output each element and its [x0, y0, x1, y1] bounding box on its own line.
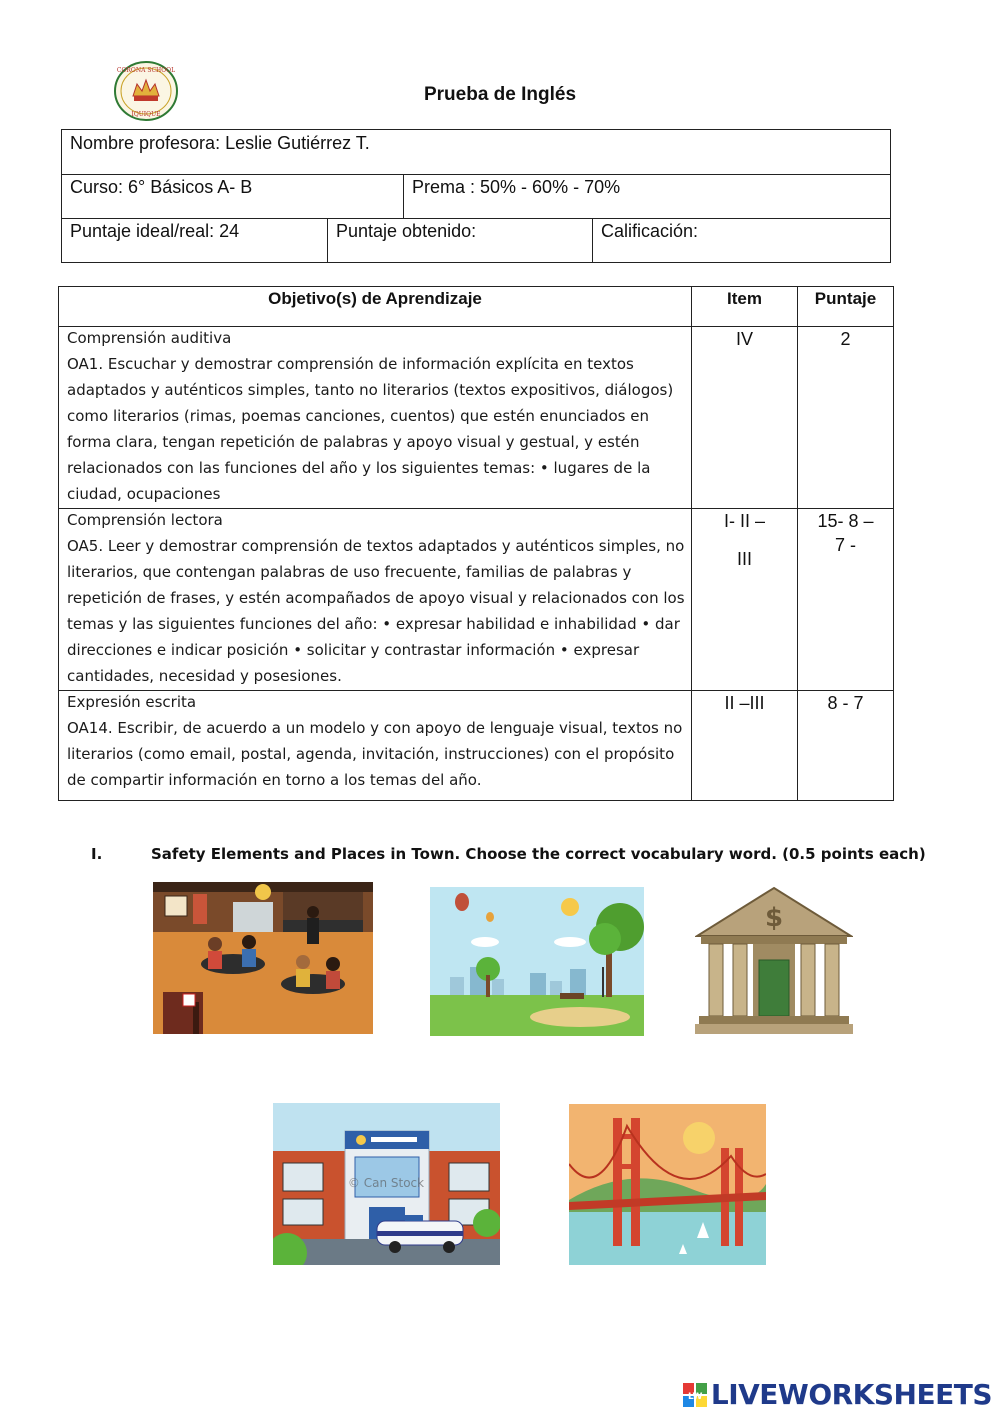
liveworksheets-logo-icon — [683, 1383, 707, 1407]
police-station-picture — [273, 1103, 500, 1265]
score-value: 2 — [840, 329, 851, 349]
objective-row-listening — [67, 325, 687, 507]
logo-text-top: CORONA SCHOOL — [116, 67, 176, 74]
info-table — [61, 129, 891, 263]
teacher-name: Nombre profesora: Leslie Gutiérrez T. — [70, 133, 370, 153]
park-picture — [430, 887, 644, 1036]
objective-text: OA1. Escuchar y demostrar comprensión de información explícita en textos adaptados y auténticos simples, tanto no literarios (textos expositivos, diálogos) como literarios (rimas, poemas canciones, cuentos) que estén enunciados en forma clara, tengan repetición de palabras y apoyo visual y gestual, y estén relacionados con las funciones del año y los siguientes temas: • lugares de la ciudad, ocupaciones — [67, 355, 674, 503]
item-value — [692, 509, 797, 571]
obtained-score: Puntaje obtenido: — [336, 221, 477, 241]
score-value-line: 15- 8 – — [817, 511, 874, 531]
objective-heading: Expresión escrita — [67, 693, 197, 711]
item-value: II –III — [724, 693, 765, 713]
logo-text-bottom: IQUIQUE — [131, 111, 161, 118]
score-value: 8 - 7 — [827, 693, 864, 713]
header-score: Puntaje — [814, 289, 877, 308]
course: Curso: 6° Básicos A- B — [70, 177, 253, 197]
objective-row-writing — [67, 689, 687, 793]
brand-mark-text: LW — [687, 1391, 702, 1402]
header-item: Item — [727, 289, 762, 308]
item-value-line: I- II – — [723, 511, 765, 531]
restaurant-picture — [153, 882, 373, 1034]
score-value — [798, 509, 893, 557]
objective-heading: Comprensión auditiva — [67, 329, 232, 347]
score-value-line: 7 - — [834, 535, 856, 555]
liveworksheets-brand — [683, 1378, 992, 1411]
header-objective: Objetivo(s) de Aprendizaje — [268, 289, 482, 308]
objectives-table — [58, 286, 894, 801]
svg-text:$: $ — [764, 903, 784, 933]
prema: Prema : 50% - 60% - 70% — [412, 177, 621, 197]
objective-row-reading — [67, 507, 687, 689]
bridge-picture — [569, 1104, 766, 1265]
grade: Calificación: — [601, 221, 699, 241]
section-instruction: Safety Elements and Places in Town. Choose the correct vocabulary word. (0.5 points each) — [151, 845, 926, 863]
ideal-score: Puntaje ideal/real: 24 — [70, 221, 240, 241]
objective-heading: Comprensión lectora — [67, 511, 223, 529]
item-value-line: III — [736, 549, 752, 569]
objective-text: OA14. Escribir, de acuerdo a un modelo y con apoyo de lenguaje visual, textos no literarios (como email, postal, agenda, invitación, instrucciones) con el propósito de compartir información en torno a los temas del año. — [67, 719, 683, 789]
item-value: IV — [735, 329, 753, 349]
objective-text: OA5. Leer y demostrar comprensión de textos adaptados y auténticos simples, no literarios, que contengan palabras de uso frecuente, familias de palabras y repetición de frases, y estén acompañados de apoyo visual y relacionados con los temas y las siguientes funciones del año: • expresar habilidad e inhabilidad • dar direcciones e indicar posición • solicitar y contrastar información • expresar cantidades, necesidad y posesiones. — [67, 537, 685, 685]
section-number: I. — [91, 845, 103, 863]
image-watermark: © Can Stock — [347, 1176, 425, 1190]
brand-text: LIVEWORKSHEETS — [710, 1378, 992, 1411]
page-title: Prueba de Inglés — [423, 84, 577, 105]
bank-picture — [695, 886, 853, 1036]
